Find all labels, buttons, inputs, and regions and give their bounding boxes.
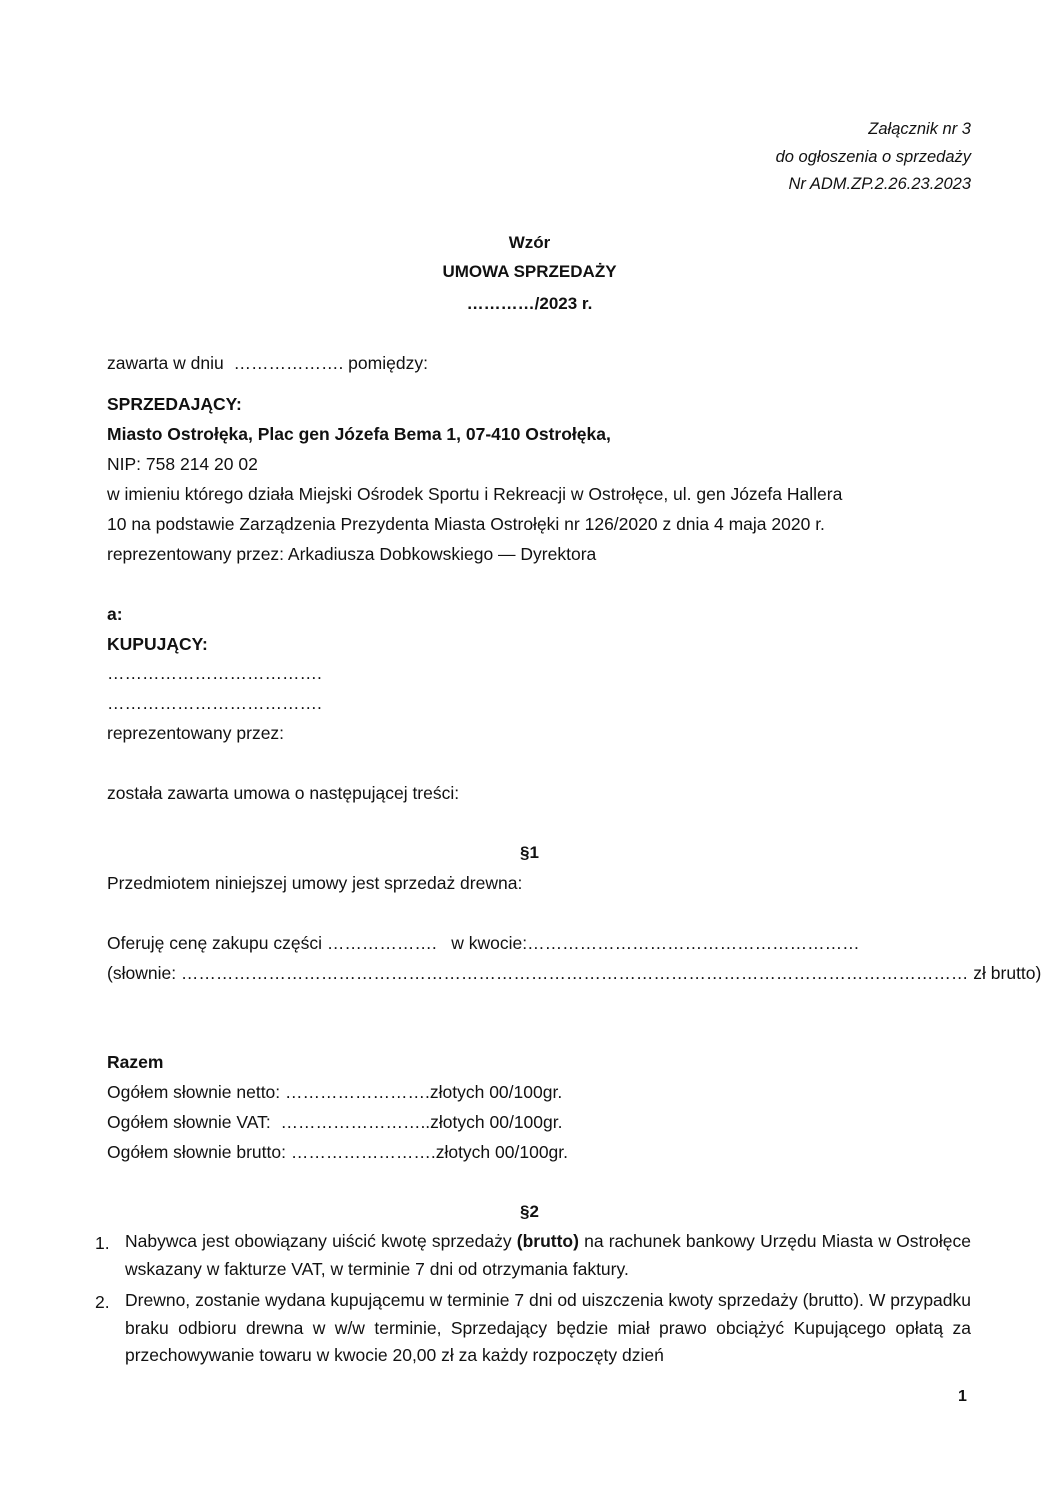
seller-representative: reprezentowany przez: Arkadiusza Dobkowskiego — Dyrektora (107, 544, 597, 564)
amount-in-words-line: (słownie: ……………………………………………………………………………………………………………………… zł brutto) (107, 963, 1042, 983)
seller-name: Miasto Ostrołęka, Plac gen Józefa Bema 1, 07-410 Ostrołęka, (107, 424, 611, 444)
list-item-bold-text: (brutto) (516, 1231, 579, 1251)
list-item-text: Drewno, zostanie wydana kupującemu w terminie 7 dni od uiszczenia kwoty sprzedaży (brutto). W przypadku braku odbioru drewna w w/w terminie, Sprzedający będzie miał prawo obciążyć Kupującego opłatą za przechowywanie towaru w kwocie 20,00 zł za każdy rozpoczęty dzień (125, 1290, 971, 1365)
section-2-heading: §2 (520, 1202, 539, 1221)
buyer-representative: reprezentowany przez: (107, 723, 285, 743)
conjunction-a: a: (107, 604, 123, 624)
attachment-case-number: Nr ADM.ZP.2.26.23.2023 (788, 175, 971, 193)
attachment-number: Załącznik nr 3 (868, 120, 971, 138)
document-title: UMOWA SPRZEDAŻY (442, 262, 617, 281)
seller-representation-2: 10 na podstawie Zarządzenia Prezydenta Miasta Ostrołęki nr 126/2020 z dnia 4 maja 2020 r. (107, 514, 825, 534)
list-number: 2. (95, 1292, 110, 1312)
list-item-text: Nabywca jest obowiązany uiścić kwotę sprzedaży (125, 1231, 517, 1251)
list-item-delivery (125, 1287, 971, 1370)
list-item-text: na rachunek bankowy Urzędu Miasta w Ostrołęce wskazany w fakturze VAT, w terminie 7 dni od otrzymania faktury. (125, 1231, 971, 1279)
seller-label: SPRZEDAJĄCY: (107, 394, 242, 414)
buyer-label: KUPUJĄCY: (107, 634, 208, 654)
total-vat-line: Ogółem słownie VAT: ……………………..złotych 00/100gr. (107, 1112, 563, 1132)
section-1-heading: §1 (520, 843, 539, 862)
offer-line: Oferuję cenę zakupu części ………………. w kwocie:………………………………………………… (107, 933, 860, 953)
total-label: Razem (107, 1052, 164, 1072)
intro-line: zawarta w dniu ………………. pomiędzy: (107, 353, 428, 373)
template-label: Wzór (508, 233, 551, 252)
section-1-subject: Przedmiotem niniejszej umowy jest sprzedaż drewna: (107, 873, 523, 893)
seller-nip: NIP: 758 214 20 02 (107, 454, 258, 474)
page-number: 1 (958, 1388, 967, 1405)
buyer-blank-1: ………………………………. (107, 663, 322, 683)
list-item-payment (125, 1228, 971, 1283)
list-number: 1. (95, 1233, 110, 1253)
contract-number: …………/2023 r. (466, 294, 593, 313)
seller-representation-1: w imieniu którego działa Miejski Ośrodek Sportu i Rekreacji w Ostrołęce, ul. gen Józefa Hallera (107, 484, 843, 504)
attachment-reference: do ogłoszenia o sprzedaży (775, 148, 971, 166)
total-net-line: Ogółem słownie netto: …………………….złotych 00/100gr. (107, 1082, 563, 1102)
total-gross-line: Ogółem słownie brutto: …………………….złotych 00/100gr. (107, 1142, 569, 1162)
buyer-blank-2: ………………………………. (107, 693, 322, 713)
concluded-line: została zawarta umowa o następującej treści: (107, 783, 460, 803)
